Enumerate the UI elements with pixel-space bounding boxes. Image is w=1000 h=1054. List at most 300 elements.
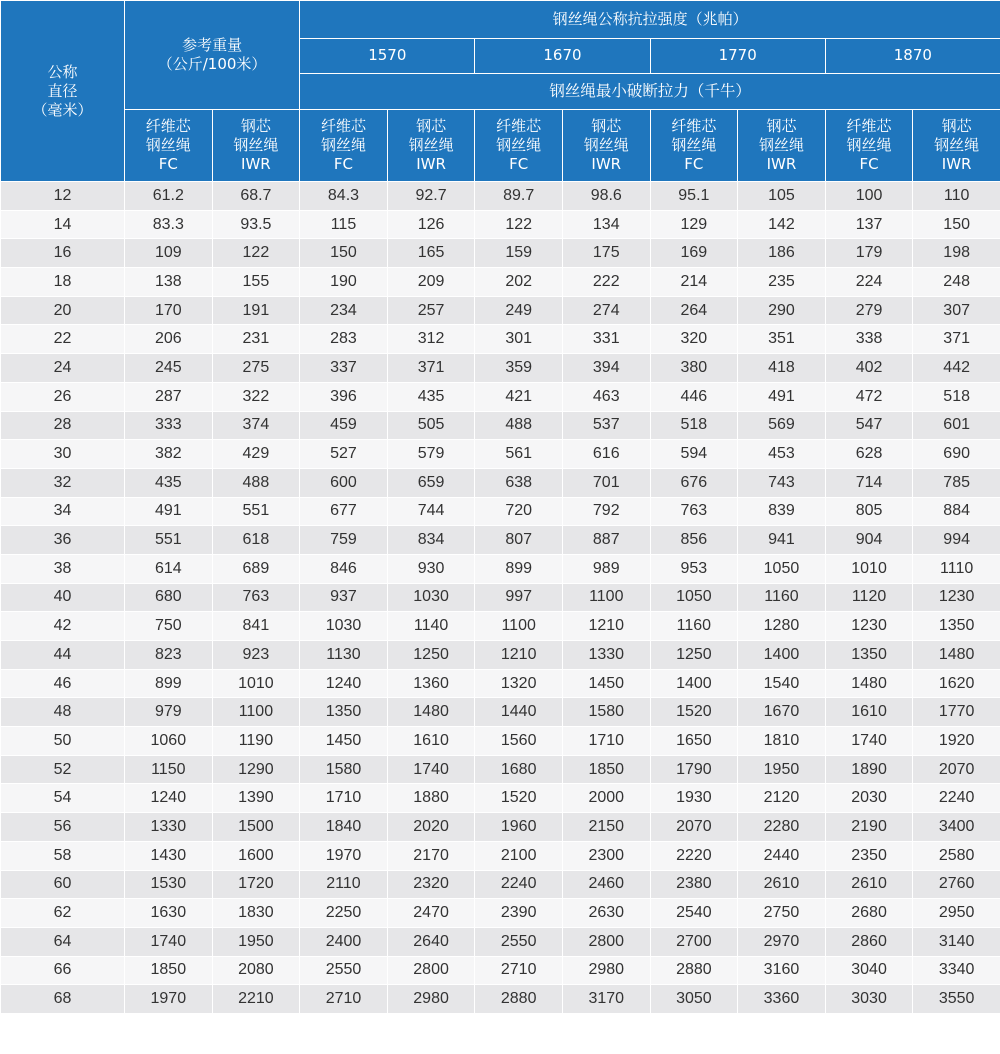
grade-1670: 1670 <box>475 38 650 74</box>
table-row <box>1 956 1000 985</box>
value-cell: 442 <box>913 354 1000 383</box>
table-row <box>1 813 1000 842</box>
value-cell: 2470 <box>387 899 475 928</box>
table-row <box>1 784 1000 813</box>
value-cell: 3170 <box>562 985 650 1014</box>
value-cell: 2460 <box>562 870 650 899</box>
value-cell: 3050 <box>650 985 738 1014</box>
table-row <box>1 641 1000 670</box>
table-row <box>1 296 1000 325</box>
value-cell: 105 <box>738 182 826 211</box>
value-cell: 680 <box>125 583 213 612</box>
table-row <box>1 612 1000 641</box>
value-cell: 84.3 <box>300 182 388 211</box>
value-cell: 394 <box>562 354 650 383</box>
value-cell: 763 <box>650 497 738 526</box>
value-cell: 2980 <box>562 956 650 985</box>
value-cell: 191 <box>212 296 300 325</box>
value-cell: 374 <box>212 411 300 440</box>
value-cell: 2880 <box>475 985 563 1014</box>
value-cell: 435 <box>387 382 475 411</box>
value-cell: 1150 <box>125 755 213 784</box>
value-cell: 89.7 <box>475 182 563 211</box>
value-cell: 1810 <box>738 727 826 756</box>
iwr-column-header: 钢芯 钢丝绳 IWR <box>913 109 1000 181</box>
table-row <box>1 440 1000 469</box>
diameter-cell: 12 <box>1 182 125 211</box>
value-cell: 206 <box>125 325 213 354</box>
value-cell: 3550 <box>913 985 1000 1014</box>
value-cell: 1240 <box>300 669 388 698</box>
value-cell: 1190 <box>212 727 300 756</box>
value-cell: 759 <box>300 526 388 555</box>
fc-column-header: 纤维芯 钢丝绳 FC <box>475 109 563 181</box>
diameter-cell: 44 <box>1 641 125 670</box>
table-row <box>1 526 1000 555</box>
diameter-cell: 56 <box>1 813 125 842</box>
value-cell: 3160 <box>738 956 826 985</box>
value-cell: 429 <box>212 440 300 469</box>
value-cell: 638 <box>475 468 563 497</box>
value-cell: 2760 <box>913 870 1000 899</box>
value-cell: 142 <box>738 210 826 239</box>
value-cell: 264 <box>650 296 738 325</box>
value-cell: 1540 <box>738 669 826 698</box>
value-cell: 1710 <box>300 784 388 813</box>
value-cell: 2190 <box>825 813 913 842</box>
value-cell: 169 <box>650 239 738 268</box>
value-cell: 846 <box>300 554 388 583</box>
value-cell: 1330 <box>562 641 650 670</box>
table-body <box>1 182 1000 1014</box>
value-cell: 95.1 <box>650 182 738 211</box>
value-cell: 138 <box>125 268 213 297</box>
value-cell: 1630 <box>125 899 213 928</box>
grade-1570: 1570 <box>300 38 475 74</box>
value-cell: 312 <box>387 325 475 354</box>
table-row <box>1 497 1000 526</box>
value-cell: 690 <box>913 440 1000 469</box>
value-cell: 2440 <box>738 841 826 870</box>
value-cell: 1210 <box>562 612 650 641</box>
value-cell: 359 <box>475 354 563 383</box>
value-cell: 122 <box>475 210 563 239</box>
value-cell: 371 <box>913 325 1000 354</box>
table-row <box>1 841 1000 870</box>
value-cell: 2970 <box>738 927 826 956</box>
value-cell: 1850 <box>125 956 213 985</box>
value-cell: 1580 <box>562 698 650 727</box>
breaking-force-title: 钢丝绳最小破断拉力（千牛） <box>300 74 1000 110</box>
value-cell: 421 <box>475 382 563 411</box>
value-cell: 930 <box>387 554 475 583</box>
value-cell: 1670 <box>738 698 826 727</box>
value-cell: 115 <box>300 210 388 239</box>
value-cell: 122 <box>212 239 300 268</box>
value-cell: 2680 <box>825 899 913 928</box>
value-cell: 333 <box>125 411 213 440</box>
value-cell: 1030 <box>300 612 388 641</box>
value-cell: 2030 <box>825 784 913 813</box>
value-cell: 1970 <box>300 841 388 870</box>
value-cell: 418 <box>738 354 826 383</box>
value-cell: 283 <box>300 325 388 354</box>
value-cell: 527 <box>300 440 388 469</box>
diameter-cell: 66 <box>1 956 125 985</box>
value-cell: 402 <box>825 354 913 383</box>
value-cell: 274 <box>562 296 650 325</box>
diameter-cell: 46 <box>1 669 125 698</box>
fc-column-header: 纤维芯 钢丝绳 FC <box>300 109 388 181</box>
diameter-cell: 20 <box>1 296 125 325</box>
value-cell: 792 <box>562 497 650 526</box>
table-row <box>1 210 1000 239</box>
value-cell: 2750 <box>738 899 826 928</box>
value-cell: 214 <box>650 268 738 297</box>
value-cell: 616 <box>562 440 650 469</box>
value-cell: 235 <box>738 268 826 297</box>
value-cell: 126 <box>387 210 475 239</box>
value-cell: 2220 <box>650 841 738 870</box>
value-cell: 2240 <box>913 784 1000 813</box>
value-cell: 175 <box>562 239 650 268</box>
value-cell: 1430 <box>125 841 213 870</box>
diameter-cell: 58 <box>1 841 125 870</box>
value-cell: 1950 <box>212 927 300 956</box>
value-cell: 834 <box>387 526 475 555</box>
value-cell: 997 <box>475 583 563 612</box>
value-cell: 1240 <box>125 784 213 813</box>
value-cell: 2800 <box>562 927 650 956</box>
value-cell: 904 <box>825 526 913 555</box>
value-cell: 2700 <box>650 927 738 956</box>
table-row <box>1 554 1000 583</box>
value-cell: 1930 <box>650 784 738 813</box>
value-cell: 2210 <box>212 985 300 1014</box>
value-cell: 248 <box>913 268 1000 297</box>
value-cell: 785 <box>913 468 1000 497</box>
value-cell: 222 <box>562 268 650 297</box>
value-cell: 2080 <box>212 956 300 985</box>
value-cell: 1400 <box>738 641 826 670</box>
iwr-column-header: 钢芯 钢丝绳 IWR <box>387 109 475 181</box>
value-cell: 1400 <box>650 669 738 698</box>
value-cell: 1890 <box>825 755 913 784</box>
value-cell: 351 <box>738 325 826 354</box>
value-cell: 618 <box>212 526 300 555</box>
value-cell: 714 <box>825 468 913 497</box>
value-cell: 1210 <box>475 641 563 670</box>
value-cell: 1140 <box>387 612 475 641</box>
diameter-cell: 32 <box>1 468 125 497</box>
value-cell: 165 <box>387 239 475 268</box>
value-cell: 1280 <box>738 612 826 641</box>
value-cell: 1230 <box>913 583 1000 612</box>
value-cell: 150 <box>913 210 1000 239</box>
value-cell: 224 <box>825 268 913 297</box>
value-cell: 1100 <box>562 583 650 612</box>
fc-column-header: 纤维芯 钢丝绳 FC <box>650 109 738 181</box>
value-cell: 689 <box>212 554 300 583</box>
diameter-cell: 28 <box>1 411 125 440</box>
diameter-cell: 18 <box>1 268 125 297</box>
table-row <box>1 870 1000 899</box>
table-row <box>1 899 1000 928</box>
value-cell: 614 <box>125 554 213 583</box>
value-cell: 68.7 <box>212 182 300 211</box>
core-type-header-row <box>1 109 1000 181</box>
diameter-cell: 68 <box>1 985 125 1014</box>
value-cell: 1450 <box>300 727 388 756</box>
value-cell: 2630 <box>562 899 650 928</box>
iwr-column-header: 钢芯 钢丝绳 IWR <box>738 109 826 181</box>
value-cell: 2020 <box>387 813 475 842</box>
table-row <box>1 727 1000 756</box>
diameter-cell: 38 <box>1 554 125 583</box>
diameter-cell: 34 <box>1 497 125 526</box>
table-row <box>1 411 1000 440</box>
value-cell: 209 <box>387 268 475 297</box>
value-cell: 382 <box>125 440 213 469</box>
value-cell: 1010 <box>825 554 913 583</box>
value-cell: 1740 <box>825 727 913 756</box>
value-cell: 2120 <box>738 784 826 813</box>
value-cell: 1120 <box>825 583 913 612</box>
value-cell: 953 <box>650 554 738 583</box>
value-cell: 83.3 <box>125 210 213 239</box>
value-cell: 155 <box>212 268 300 297</box>
value-cell: 134 <box>562 210 650 239</box>
value-cell: 1290 <box>212 755 300 784</box>
value-cell: 453 <box>738 440 826 469</box>
value-cell: 2610 <box>825 870 913 899</box>
value-cell: 3040 <box>825 956 913 985</box>
value-cell: 2580 <box>913 841 1000 870</box>
value-cell: 202 <box>475 268 563 297</box>
value-cell: 600 <box>300 468 388 497</box>
value-cell: 1110 <box>913 554 1000 583</box>
value-cell: 1600 <box>212 841 300 870</box>
value-cell: 579 <box>387 440 475 469</box>
diameter-cell: 16 <box>1 239 125 268</box>
value-cell: 257 <box>387 296 475 325</box>
value-cell: 488 <box>475 411 563 440</box>
iwr-column-header: 钢芯 钢丝绳 IWR <box>562 109 650 181</box>
value-cell: 186 <box>738 239 826 268</box>
value-cell: 380 <box>650 354 738 383</box>
value-cell: 1740 <box>125 927 213 956</box>
value-cell: 937 <box>300 583 388 612</box>
value-cell: 994 <box>913 526 1000 555</box>
value-cell: 839 <box>738 497 826 526</box>
table-row <box>1 268 1000 297</box>
value-cell: 307 <box>913 296 1000 325</box>
value-cell: 750 <box>125 612 213 641</box>
diameter-cell: 14 <box>1 210 125 239</box>
value-cell: 287 <box>125 382 213 411</box>
value-cell: 923 <box>212 641 300 670</box>
value-cell: 179 <box>825 239 913 268</box>
fc-column-header: 纤维芯 钢丝绳 FC <box>125 109 213 181</box>
diameter-cell: 36 <box>1 526 125 555</box>
value-cell: 659 <box>387 468 475 497</box>
fc-column-header: 纤维芯 钢丝绳 FC <box>825 109 913 181</box>
value-cell: 1010 <box>212 669 300 698</box>
value-cell: 594 <box>650 440 738 469</box>
value-cell: 3360 <box>738 985 826 1014</box>
value-cell: 2250 <box>300 899 388 928</box>
value-cell: 841 <box>212 612 300 641</box>
value-cell: 472 <box>825 382 913 411</box>
table-row <box>1 382 1000 411</box>
table-header <box>1 1 1000 182</box>
value-cell: 396 <box>300 382 388 411</box>
table-row <box>1 583 1000 612</box>
value-cell: 2710 <box>475 956 563 985</box>
diameter-cell: 40 <box>1 583 125 612</box>
value-cell: 92.7 <box>387 182 475 211</box>
value-cell: 1390 <box>212 784 300 813</box>
value-cell: 763 <box>212 583 300 612</box>
value-cell: 2320 <box>387 870 475 899</box>
diameter-cell: 26 <box>1 382 125 411</box>
value-cell: 547 <box>825 411 913 440</box>
value-cell: 676 <box>650 468 738 497</box>
grade-1870: 1870 <box>825 38 1000 74</box>
value-cell: 1440 <box>475 698 563 727</box>
value-cell: 1050 <box>738 554 826 583</box>
value-cell: 979 <box>125 698 213 727</box>
value-cell: 1720 <box>212 870 300 899</box>
diameter-cell: 62 <box>1 899 125 928</box>
value-cell: 137 <box>825 210 913 239</box>
value-cell: 234 <box>300 296 388 325</box>
value-cell: 1130 <box>300 641 388 670</box>
diameter-cell: 64 <box>1 927 125 956</box>
value-cell: 989 <box>562 554 650 583</box>
value-cell: 2610 <box>738 870 826 899</box>
value-cell: 2880 <box>650 956 738 985</box>
value-cell: 720 <box>475 497 563 526</box>
value-cell: 446 <box>650 382 738 411</box>
value-cell: 518 <box>913 382 1000 411</box>
value-cell: 551 <box>212 497 300 526</box>
table-row <box>1 239 1000 268</box>
value-cell: 2100 <box>475 841 563 870</box>
diameter-cell: 60 <box>1 870 125 899</box>
value-cell: 1250 <box>387 641 475 670</box>
value-cell: 1480 <box>825 669 913 698</box>
value-cell: 1620 <box>913 669 1000 698</box>
value-cell: 1050 <box>650 583 738 612</box>
value-cell: 628 <box>825 440 913 469</box>
value-cell: 1060 <box>125 727 213 756</box>
table-row <box>1 985 1000 1014</box>
value-cell: 1680 <box>475 755 563 784</box>
value-cell: 701 <box>562 468 650 497</box>
value-cell: 1030 <box>387 583 475 612</box>
value-cell: 744 <box>387 497 475 526</box>
value-cell: 159 <box>475 239 563 268</box>
value-cell: 98.6 <box>562 182 650 211</box>
value-cell: 561 <box>475 440 563 469</box>
value-cell: 61.2 <box>125 182 213 211</box>
value-cell: 1610 <box>387 727 475 756</box>
value-cell: 1740 <box>387 755 475 784</box>
value-cell: 1650 <box>650 727 738 756</box>
value-cell: 2000 <box>562 784 650 813</box>
value-cell: 2240 <box>475 870 563 899</box>
value-cell: 322 <box>212 382 300 411</box>
diameter-cell: 48 <box>1 698 125 727</box>
value-cell: 505 <box>387 411 475 440</box>
value-cell: 1830 <box>212 899 300 928</box>
value-cell: 1610 <box>825 698 913 727</box>
value-cell: 2070 <box>650 813 738 842</box>
value-cell: 249 <box>475 296 563 325</box>
value-cell: 129 <box>650 210 738 239</box>
value-cell: 601 <box>913 411 1000 440</box>
diameter-header: 公称 直径 （毫米） <box>1 1 125 182</box>
value-cell: 743 <box>738 468 826 497</box>
value-cell: 518 <box>650 411 738 440</box>
table-row <box>1 698 1000 727</box>
value-cell: 491 <box>738 382 826 411</box>
value-cell: 2540 <box>650 899 738 928</box>
value-cell: 899 <box>475 554 563 583</box>
value-cell: 1710 <box>562 727 650 756</box>
value-cell: 338 <box>825 325 913 354</box>
value-cell: 3140 <box>913 927 1000 956</box>
value-cell: 3340 <box>913 956 1000 985</box>
value-cell: 110 <box>913 182 1000 211</box>
diameter-cell: 54 <box>1 784 125 813</box>
value-cell: 2550 <box>475 927 563 956</box>
value-cell: 320 <box>650 325 738 354</box>
value-cell: 2170 <box>387 841 475 870</box>
value-cell: 1500 <box>212 813 300 842</box>
value-cell: 677 <box>300 497 388 526</box>
diameter-cell: 30 <box>1 440 125 469</box>
value-cell: 884 <box>913 497 1000 526</box>
value-cell: 198 <box>913 239 1000 268</box>
table-row <box>1 927 1000 956</box>
value-cell: 1560 <box>475 727 563 756</box>
value-cell: 887 <box>562 526 650 555</box>
value-cell: 2950 <box>913 899 1000 928</box>
value-cell: 805 <box>825 497 913 526</box>
value-cell: 537 <box>562 411 650 440</box>
value-cell: 899 <box>125 669 213 698</box>
value-cell: 1530 <box>125 870 213 899</box>
value-cell: 1230 <box>825 612 913 641</box>
value-cell: 1480 <box>387 698 475 727</box>
value-cell: 1330 <box>125 813 213 842</box>
value-cell: 2390 <box>475 899 563 928</box>
value-cell: 551 <box>125 526 213 555</box>
value-cell: 1880 <box>387 784 475 813</box>
value-cell: 2980 <box>387 985 475 1014</box>
value-cell: 1580 <box>300 755 388 784</box>
value-cell: 2380 <box>650 870 738 899</box>
value-cell: 231 <box>212 325 300 354</box>
value-cell: 2400 <box>300 927 388 956</box>
value-cell: 2070 <box>913 755 1000 784</box>
value-cell: 1350 <box>825 641 913 670</box>
value-cell: 2550 <box>300 956 388 985</box>
value-cell: 2150 <box>562 813 650 842</box>
diameter-cell: 24 <box>1 354 125 383</box>
